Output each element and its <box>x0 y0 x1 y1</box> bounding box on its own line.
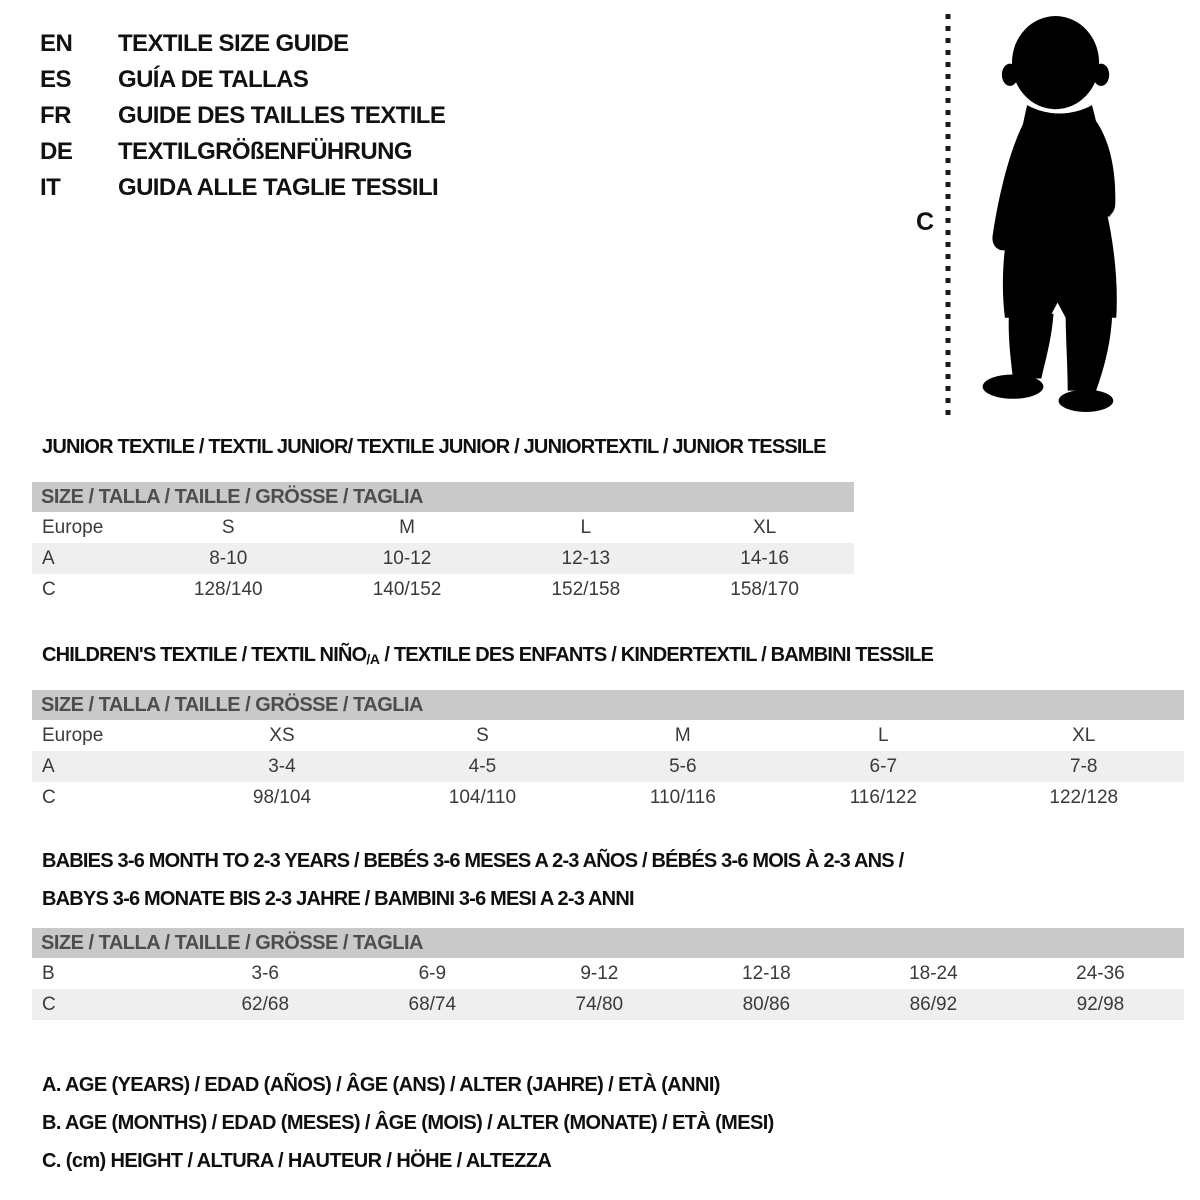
row-label: C <box>42 786 56 808</box>
table-cell: 86/92 <box>909 993 958 1015</box>
table-cell: 98/104 <box>252 786 312 808</box>
table-cell: 74/80 <box>575 993 624 1015</box>
heading-text: CHILDREN'S TEXTILE / TEXTIL NIÑO <box>42 644 367 666</box>
column-header: Europe <box>42 516 104 538</box>
heading-line: BABYS 3-6 MONATE BIS 2-3 JAHRE / BAMBINI 3-6 MESI A 2-3 ANNI <box>42 888 634 910</box>
height-measure-label: C <box>916 208 935 236</box>
row-label: C <box>42 993 56 1015</box>
table-cell: 152/158 <box>551 578 621 600</box>
table-cell: 158/170 <box>730 578 799 600</box>
table-cell: 12-18 <box>742 962 791 984</box>
table-cell: 8-10 <box>209 547 248 569</box>
legend-line-age-months: B. AGE (MONTHS) / EDAD (MESES) / ÂGE (MOIS) / ALTER (MONATE) / ETÀ (MESI) <box>42 1112 774 1134</box>
table-cell: 104/110 <box>448 786 517 808</box>
language-row <box>40 26 445 62</box>
table-cell: 122/128 <box>1049 786 1119 808</box>
table-cell: 62/68 <box>241 993 290 1015</box>
row-label: A <box>42 755 55 777</box>
size-header-bar: SIZE / TALLA / TAILLE / GRÖSSE / TAGLIA <box>32 482 854 512</box>
section-heading-junior: JUNIOR TEXTILE / TEXTIL JUNIOR/ TEXTILE JUNIOR / JUNIORTEXTIL / JUNIOR TESSILE <box>42 436 826 458</box>
language-row <box>40 98 445 134</box>
table-cell: 3-6 <box>251 962 279 984</box>
language-code: EN <box>40 30 73 57</box>
table-cell: 24-36 <box>1076 962 1125 984</box>
table-cell: 6-9 <box>418 962 447 984</box>
column-header: M <box>674 724 691 746</box>
junior-size-table <box>32 512 854 605</box>
section-heading-children <box>42 644 933 667</box>
language-row <box>40 170 445 206</box>
babies-size-table <box>32 958 1184 1020</box>
legend-line-height-cm: C. (cm) HEIGHT / ALTURA / HAUTEUR / HÖHE / ALTEZZA <box>42 1150 552 1172</box>
language-title: GUÍA DE TALLAS <box>118 66 309 93</box>
heading-text: / TEXTILE DES ENFANTS / KINDERTEXTIL / BAMBINI TESSILE <box>379 644 934 666</box>
language-title: TEXTILGRÖßENFÜHRUNG <box>118 138 412 165</box>
row-label: C <box>42 578 56 600</box>
section-heading-babies <box>42 842 903 918</box>
dashed-measure-line-icon <box>944 14 952 420</box>
column-header: XS <box>269 724 295 746</box>
language-title: GUIDE DES TAILLES TEXTILE <box>118 102 446 129</box>
table-cell: 5-6 <box>669 755 697 777</box>
column-header: S <box>476 724 489 746</box>
column-header: M <box>399 516 415 538</box>
legend-line-age-years: A. AGE (YEARS) / EDAD (AÑOS) / ÂGE (ANS) / ALTER (JAHRE) / ETÀ (ANNI) <box>42 1074 720 1096</box>
column-header: Europe <box>42 724 104 746</box>
table-cell: 18-24 <box>909 962 958 984</box>
heading-subscript: /A <box>366 651 380 667</box>
table-row <box>32 543 854 574</box>
table-cell: 9-12 <box>580 962 619 984</box>
heading-line: BABIES 3-6 MONTH TO 2-3 YEARS / BEBÉS 3-6 MESES A 2-3 AÑOS / BÉBÉS 3-6 MOIS À 2-3 ANS / <box>42 850 904 872</box>
row-label: B <box>42 962 55 984</box>
table-row <box>32 958 1184 989</box>
table-row <box>32 782 1184 813</box>
table-cell: 110/116 <box>649 786 716 808</box>
language-code: IT <box>40 174 61 201</box>
table-cell: 4-5 <box>468 755 497 777</box>
table-cell: 68/74 <box>408 993 457 1015</box>
table-cell: 140/152 <box>372 578 442 600</box>
table-row <box>32 989 1184 1020</box>
table-cell: 92/98 <box>1076 993 1125 1015</box>
language-code: ES <box>40 66 72 93</box>
language-title-list <box>40 26 445 206</box>
size-header-bar: SIZE / TALLA / TAILLE / GRÖSSE / TAGLIA <box>32 690 1184 720</box>
table-cell: 7-8 <box>1070 755 1098 777</box>
table-row <box>32 574 854 605</box>
table-cell: 14-16 <box>740 547 789 569</box>
height-measure-figure <box>900 10 1160 428</box>
language-code: DE <box>40 138 73 165</box>
size-header-bar: SIZE / TALLA / TAILLE / GRÖSSE / TAGLIA <box>32 928 1184 958</box>
measurement-legend <box>42 1066 774 1180</box>
table-cell: 6-7 <box>869 755 898 777</box>
table-cell: 116/122 <box>849 786 917 808</box>
language-title: TEXTILE SIZE GUIDE <box>118 30 349 57</box>
table-cell: 80/86 <box>742 993 791 1015</box>
toddler-silhouette-icon <box>964 12 1142 417</box>
children-size-table <box>32 720 1184 813</box>
table-cell: 3-4 <box>268 755 296 777</box>
table-row <box>32 751 1184 782</box>
table-cell: 12-13 <box>561 547 611 569</box>
column-header: XL <box>1072 724 1096 746</box>
table-cell: 128/140 <box>193 578 263 600</box>
table-header-row <box>32 720 1184 751</box>
row-label: A <box>42 547 55 569</box>
column-header: L <box>877 724 889 746</box>
language-row <box>40 62 445 98</box>
language-title: GUIDA ALLE TAGLIE TESSILI <box>118 174 439 201</box>
table-header-row <box>32 512 854 543</box>
column-header: S <box>221 516 235 538</box>
table-cell: 10-12 <box>382 547 432 569</box>
column-header: XL <box>752 516 777 538</box>
language-code: FR <box>40 102 71 129</box>
language-row <box>40 134 445 170</box>
column-header: L <box>580 516 592 538</box>
